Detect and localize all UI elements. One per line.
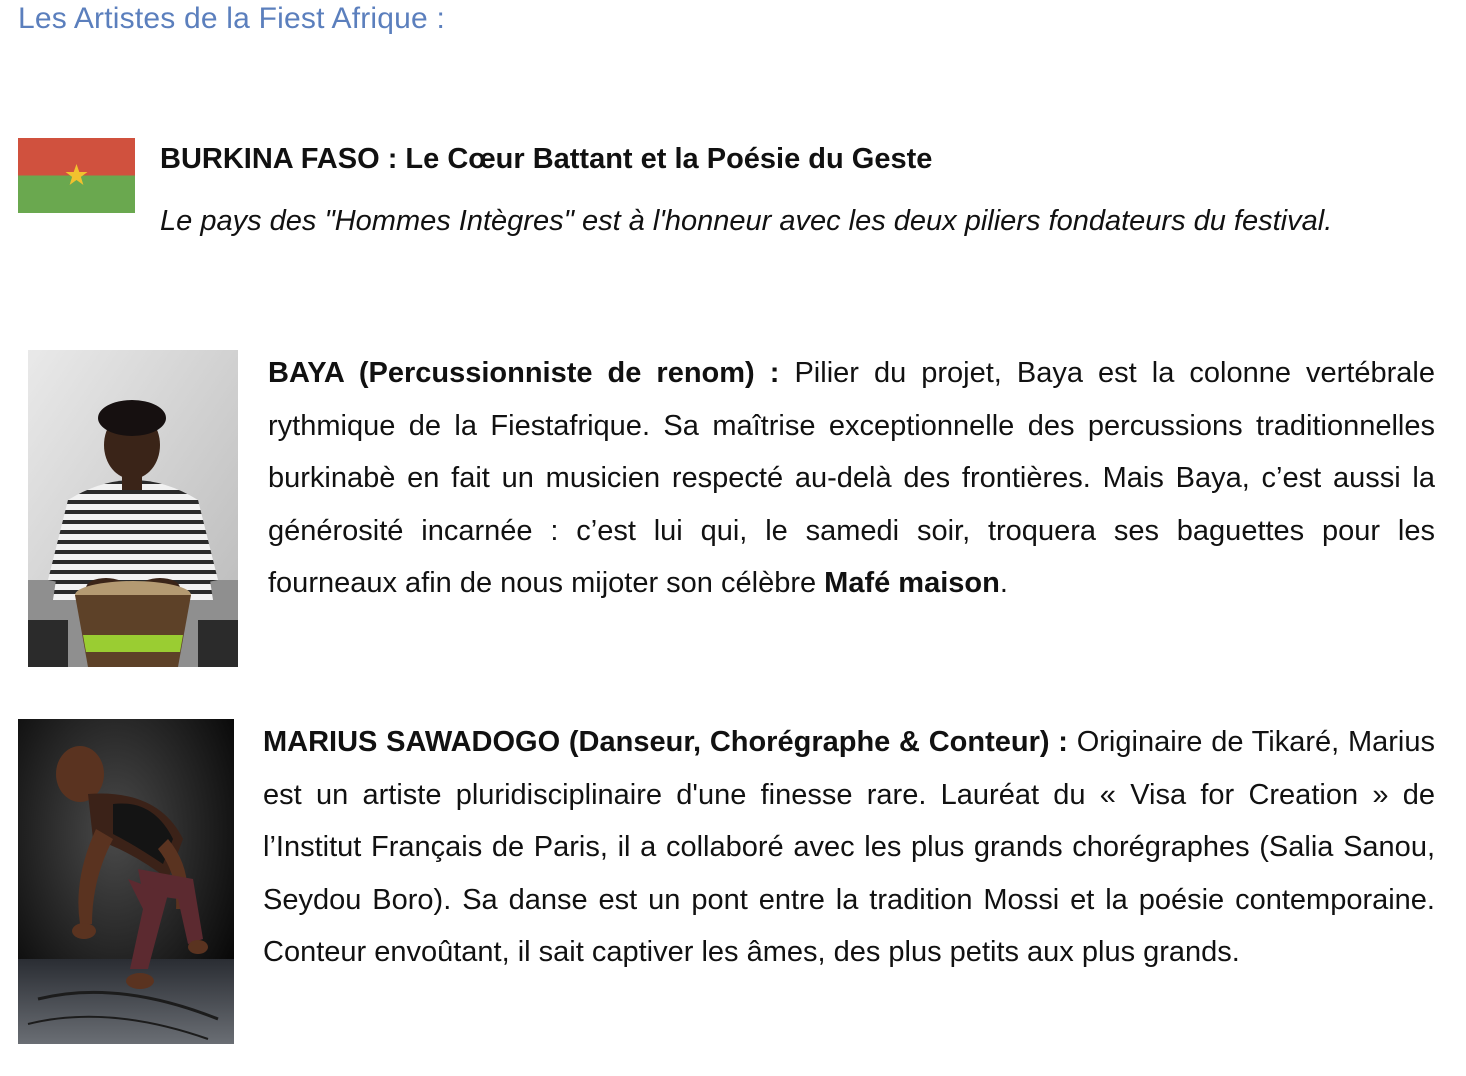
artist-name-marius: MARIUS SAWADOGO (Danseur, Chorégraphe & Conteur) :: [263, 726, 1068, 758]
artist-bio-text: Pilier du projet, Baya est la colonne vertébrale rythmique de la Fiestafrique. Sa maîtrise exceptionnelle des percussions traditionnelles burkinabè en fait un musicien respecté au-delà des frontières. Mais Baya, c’est aussi la générosité incarnée : c’est lui qui, le samedi soir, troquera ses baguettes pour les fourneaux afin de nous mijoter son célèbre: [268, 357, 1435, 600]
marius-photo: [18, 719, 234, 1044]
baya-photo: [28, 350, 238, 667]
page-title: Les Artistes de la Fiest Afrique :: [18, 2, 446, 35]
artist-bio-end: .: [999, 567, 1008, 600]
artist-name-baya: BAYA (Percussionniste de renom) :: [268, 357, 780, 389]
country-intro: Le pays des "Hommes Intègres" est à l'honneur avec les deux piliers fondateurs du festival.: [160, 205, 1333, 237]
dish-highlight: Mafé maison: [824, 567, 1000, 600]
artist-bio-marius: [263, 716, 1435, 979]
artist-bio-baya: [268, 347, 1435, 610]
artist-bio-text: Originaire de Tikaré, Marius est un artiste pluridisciplinaire d'une finesse rare. Lauréat du « Visa for Creation » de l’Institut Français de Paris, il a collaboré avec les plus grands chorégraphes (Salia Sanou, Seydou Boro). Sa danse est un pont entre la tradition Mossi et la poésie contemporaine. Conteur envoûtant, il sait captiver les âmes, des plus petits aux plus grands.: [263, 726, 1435, 969]
country-heading: BURKINA FASO : Le Cœur Battant et la Poésie du Geste: [160, 143, 933, 175]
burkina-faso-flag-icon: [18, 138, 135, 213]
